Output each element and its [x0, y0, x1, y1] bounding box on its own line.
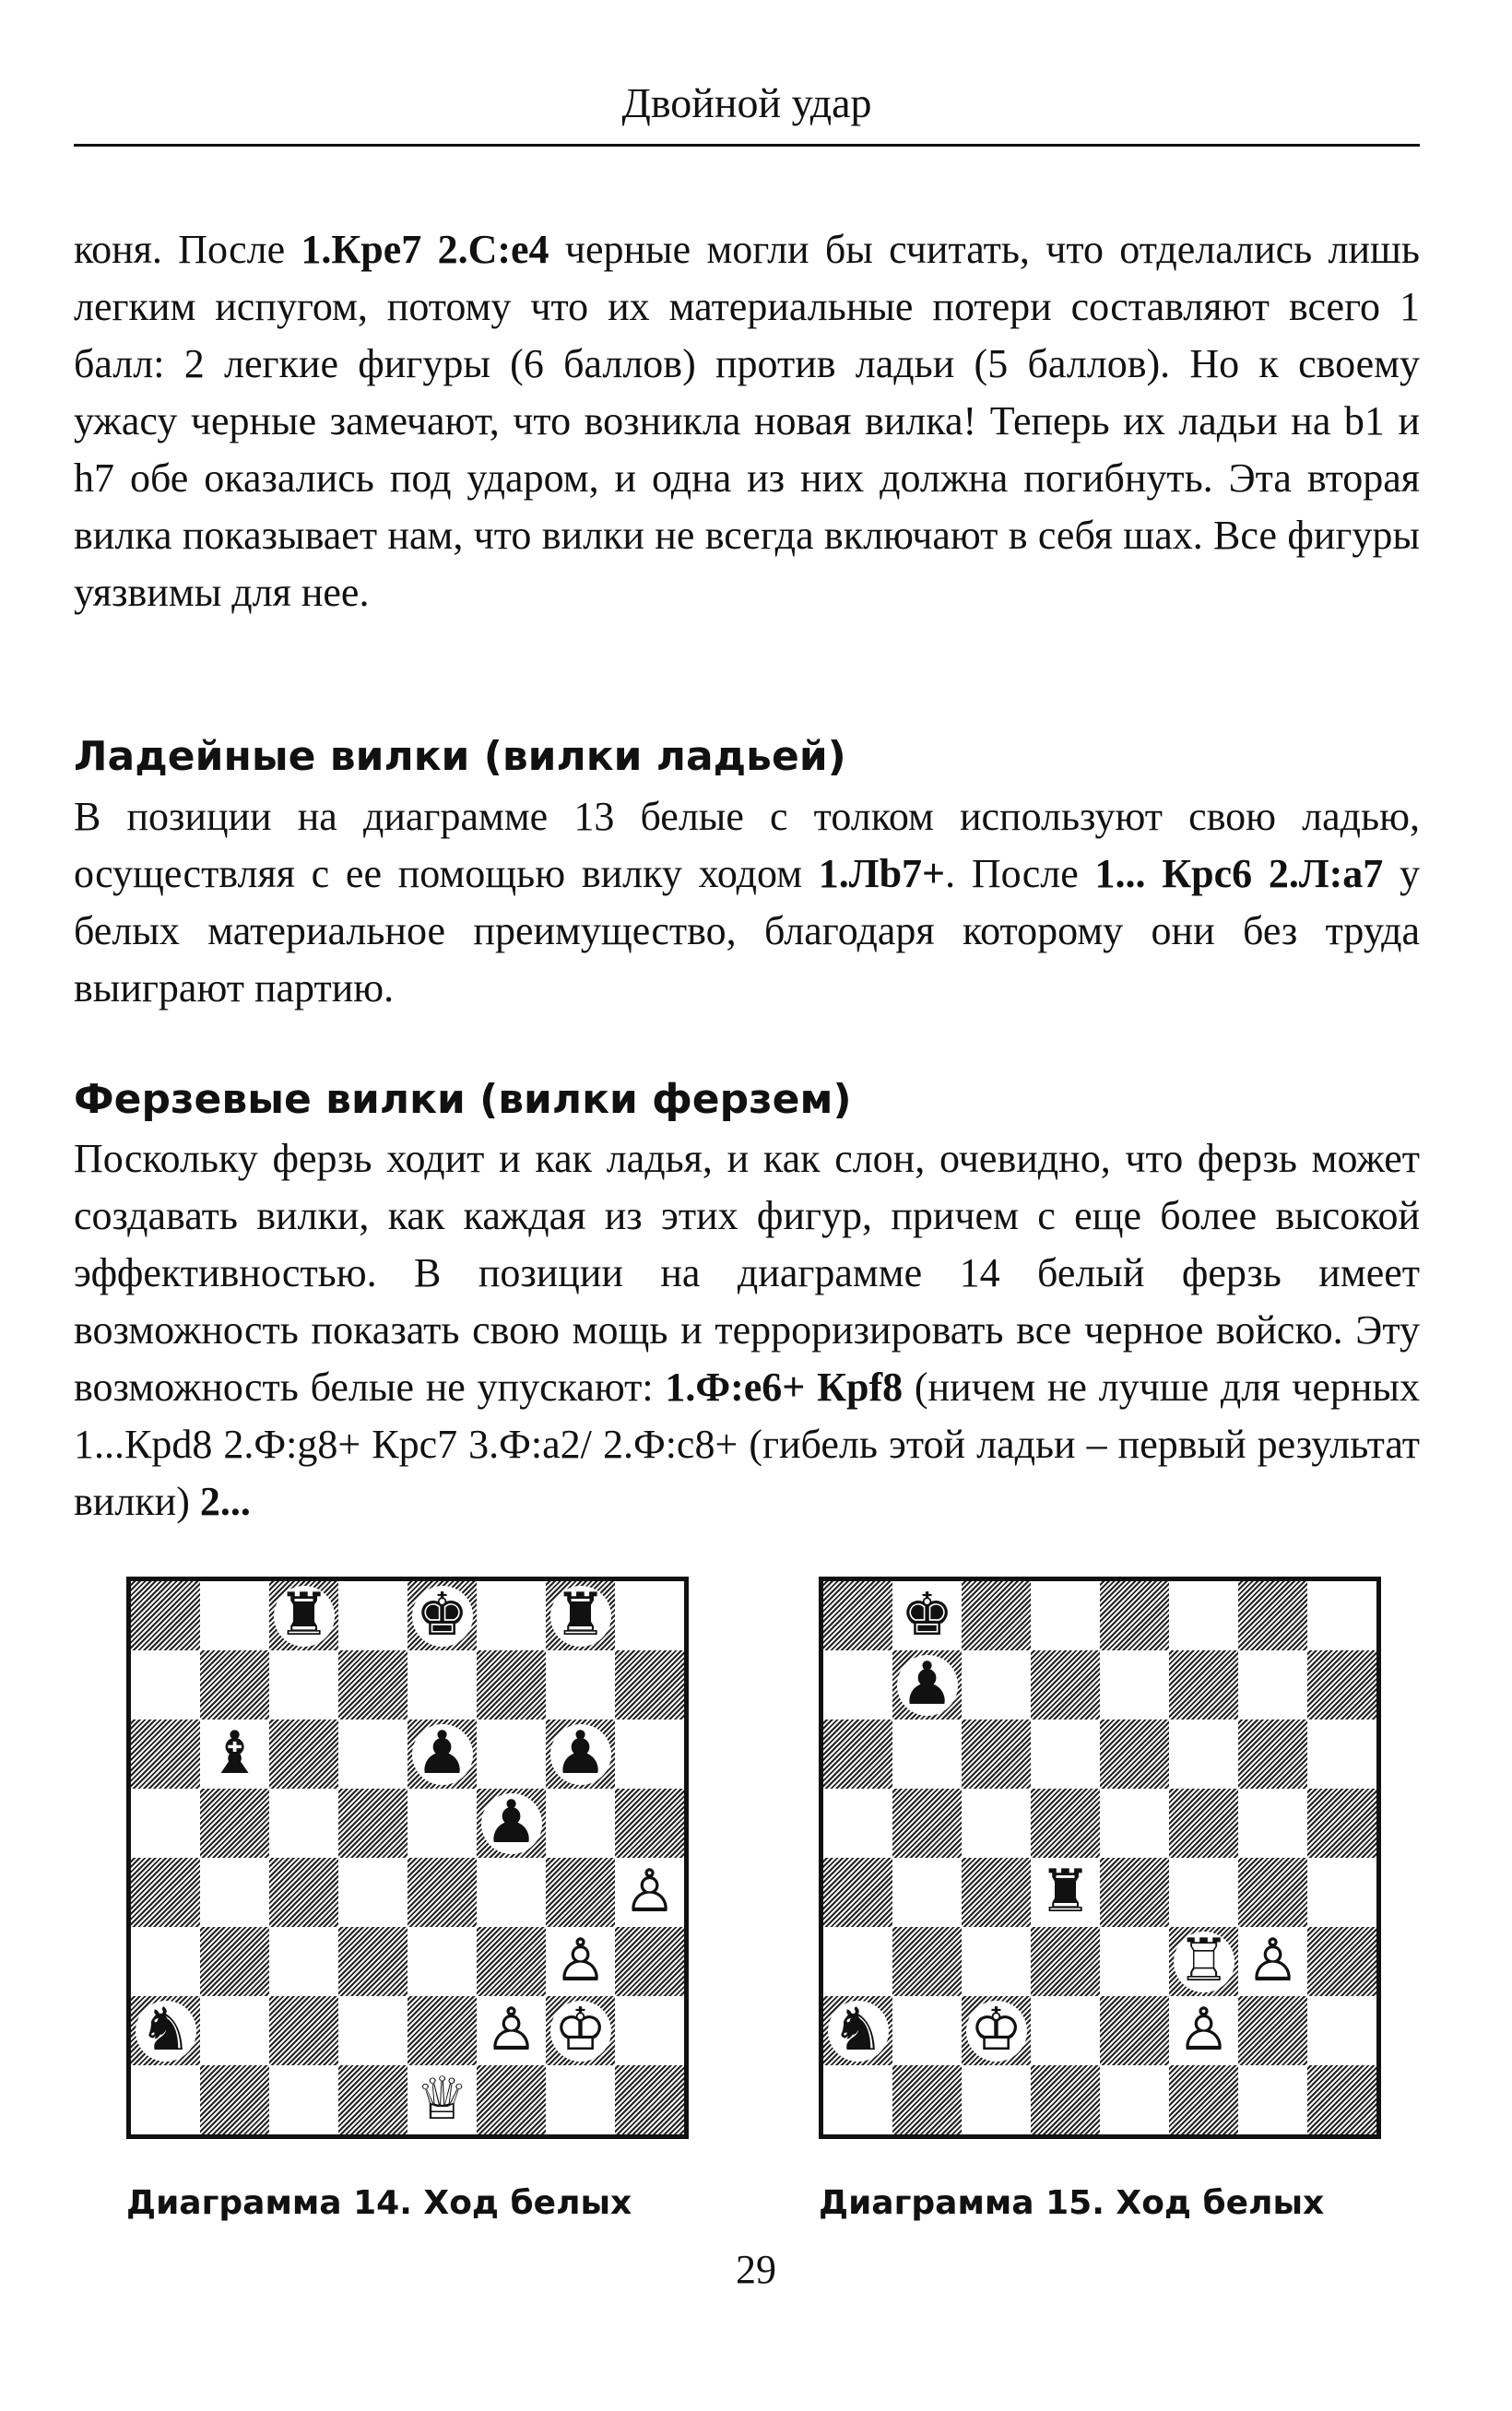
square-e8: [1100, 1581, 1169, 1650]
piece-glyph: ♙: [481, 2001, 542, 2062]
square-b2: [200, 1996, 269, 2065]
black-pawn-icon: [546, 1720, 615, 1789]
square-a7: [131, 1650, 200, 1720]
black-knight-icon: [131, 1996, 200, 2065]
piece-glyph: ♜: [1035, 1862, 1096, 1923]
square-g5: [1238, 1789, 1307, 1858]
piece-glyph: ♝: [205, 1724, 266, 1785]
chess-notation: 1.Кре7 2.С:е4: [301, 227, 549, 272]
square-c6: [962, 1720, 1031, 1789]
square-h4: [615, 1858, 684, 1927]
square-f1: [1169, 2065, 1238, 2134]
piece-glyph: ♞: [828, 2001, 889, 2062]
square-f2: [477, 1996, 546, 2065]
white-pawn-icon: [615, 1858, 684, 1927]
square-b2: [892, 1996, 962, 2065]
piece-glyph: ♕: [412, 2070, 473, 2131]
piece-glyph: ♟: [481, 1793, 542, 1854]
square-f1: [477, 2065, 546, 2134]
square-e1: [408, 2065, 477, 2134]
piece-glyph: ♞: [136, 2001, 196, 2062]
square-h3: [615, 1927, 684, 1996]
square-d6: [338, 1720, 408, 1789]
piece-glyph: ♟: [897, 1655, 958, 1716]
square-e2: [408, 1996, 477, 2065]
square-h5: [1307, 1789, 1376, 1858]
chess-notation: 1.Лb7+: [818, 851, 946, 896]
square-c4: [962, 1858, 1031, 1927]
piece-glyph: ♙: [1174, 2001, 1234, 2062]
square-h2: [615, 1996, 684, 2065]
square-b3: [892, 1927, 962, 1996]
square-g1: [1238, 2065, 1307, 2134]
square-g2: [546, 1996, 615, 2065]
text-run: (ничем не лучше для черных 1...Крd8 2.Ф:g8+ Крс7 3.Ф:а2/ 2.Ф:с8+ (гибель этой ладьи – первый результат вилки): [74, 1365, 1420, 1524]
header-rule: [74, 144, 1420, 147]
square-c2: [269, 1996, 338, 2065]
square-a5: [131, 1789, 200, 1858]
square-b5: [200, 1789, 269, 1858]
square-h8: [615, 1581, 684, 1650]
square-a1: [823, 2065, 892, 2134]
square-e8: [408, 1581, 477, 1650]
square-h1: [615, 2065, 684, 2134]
square-f4: [477, 1858, 546, 1927]
text-run: коня. После: [74, 227, 301, 272]
square-h2: [1307, 1996, 1376, 2065]
black-pawn-icon: [892, 1650, 962, 1720]
square-c1: [269, 2065, 338, 2134]
black-knight-icon: [823, 1996, 892, 2065]
square-f3: [477, 1927, 546, 1996]
square-b8: [892, 1581, 962, 1650]
text-run: черные могли бы считать, что отделались лишь легким испугом, потому что их материальные потери составляют всего 1 балл: 2 легкие фигуры (6 баллов) против ладьи (5 баллов). Но к своему ужасу черные замечают, что возникла новая вилка! Теперь их ладьи на b1 и h7 обе оказались под ударом, и одна из них должна погибнуть. Эта вторая вилка показывает нам, что вилки не всегда включают в себя шах. Все фигуры уязвимы для нее.: [74, 227, 1420, 615]
square-d3: [1031, 1927, 1100, 1996]
square-b6: [892, 1720, 962, 1789]
white-pawn-icon: [546, 1927, 615, 1996]
black-rook-icon: [269, 1581, 338, 1650]
piece-glyph: ♚: [412, 1586, 473, 1647]
text-run: Поскольку ферзь ходит и как ладья, и как слон, очевидно, что ферзь может создавать вилки, как каждая из этих фигур, причем с еще более высокой эффективностью. В позиции на диаграмме 14 белый ферзь имеет возможность показать свою мощь и терроризировать все черное войско. Эту возможность белые не упускают:: [74, 1136, 1420, 1410]
square-g7: [1238, 1650, 1307, 1720]
square-f3: [1169, 1927, 1238, 1996]
square-h3: [1307, 1927, 1376, 1996]
square-b3: [200, 1927, 269, 1996]
square-h5: [615, 1789, 684, 1858]
square-c8: [269, 1581, 338, 1650]
square-c5: [962, 1789, 1031, 1858]
square-g1: [546, 2065, 615, 2134]
piece-glyph: ♚: [897, 1586, 958, 1647]
square-g3: [546, 1927, 615, 1996]
square-h4: [1307, 1858, 1376, 1927]
square-e3: [1100, 1927, 1169, 1996]
piece-glyph: ♙: [1243, 1932, 1304, 1992]
square-h8: [1307, 1581, 1376, 1650]
square-e4: [1100, 1858, 1169, 1927]
white-queen-icon: [408, 2065, 477, 2134]
white-pawn-icon: [1169, 1996, 1238, 2065]
square-g8: [1238, 1581, 1307, 1650]
piece-glyph: ♙: [620, 1862, 680, 1923]
square-g4: [546, 1858, 615, 1927]
square-g5: [546, 1789, 615, 1858]
square-a6: [823, 1720, 892, 1789]
section-heading-queen-forks: Ферзевые вилки (вилки ферзем): [74, 1076, 852, 1123]
square-a2: [823, 1996, 892, 2065]
square-h6: [1307, 1720, 1376, 1789]
black-king-icon: [408, 1581, 477, 1650]
square-a7: [823, 1650, 892, 1720]
square-f5: [1169, 1789, 1238, 1858]
square-c3: [269, 1927, 338, 1996]
black-rook-icon: [1031, 1858, 1100, 1927]
white-king-icon: [962, 1996, 1031, 2065]
square-a8: [823, 1581, 892, 1650]
chess-notation: 2...: [199, 1479, 251, 1524]
square-g6: [1238, 1720, 1307, 1789]
square-a8: [131, 1581, 200, 1650]
section-heading-rook-forks: Ладейные вилки (вилки ладьей): [74, 733, 846, 780]
square-c5: [269, 1789, 338, 1858]
square-e4: [408, 1858, 477, 1927]
square-a5: [823, 1789, 892, 1858]
square-g6: [546, 1720, 615, 1789]
square-b8: [200, 1581, 269, 1650]
square-d1: [1031, 2065, 1100, 2134]
white-rook-icon: [1169, 1927, 1238, 1996]
square-a1: [131, 2065, 200, 2134]
paragraph-knight-fork-continuation: [74, 221, 1420, 621]
square-a4: [131, 1858, 200, 1927]
square-d3: [338, 1927, 408, 1996]
square-g4: [1238, 1858, 1307, 1927]
square-c4: [269, 1858, 338, 1927]
black-bishop-icon: [200, 1720, 269, 1789]
square-e5: [408, 1789, 477, 1858]
text-run: В позиции на диаграмме 13 белые с толком используют свою ладью, осуществляя с ее помощью вилку ходом: [74, 794, 1420, 896]
square-b7: [892, 1650, 962, 1720]
square-h6: [615, 1720, 684, 1789]
square-g8: [546, 1581, 615, 1650]
piece-glyph: ♜: [550, 1586, 611, 1647]
square-g3: [1238, 1927, 1307, 1996]
square-e1: [1100, 2065, 1169, 2134]
text-run: . После: [945, 851, 1095, 896]
square-d2: [338, 1996, 408, 2065]
square-c3: [962, 1927, 1031, 1996]
square-f8: [477, 1581, 546, 1650]
square-a4: [823, 1858, 892, 1927]
square-e7: [408, 1650, 477, 1720]
square-c7: [962, 1650, 1031, 1720]
square-e6: [408, 1720, 477, 1789]
paragraph-rook-forks: [74, 788, 1420, 1017]
square-b4: [892, 1858, 962, 1927]
page-number: 29: [736, 2247, 776, 2292]
black-pawn-icon: [477, 1789, 546, 1858]
square-g7: [546, 1650, 615, 1720]
square-a6: [131, 1720, 200, 1789]
chess-notation: 1... Крс6 2.Л:а7: [1094, 851, 1384, 896]
square-f5: [477, 1789, 546, 1858]
square-d1: [338, 2065, 408, 2134]
square-f7: [477, 1650, 546, 1720]
black-rook-icon: [546, 1581, 615, 1650]
piece-glyph: ♖: [1174, 1932, 1234, 1992]
square-e7: [1100, 1650, 1169, 1720]
square-b1: [200, 2065, 269, 2134]
square-b4: [200, 1858, 269, 1927]
square-f4: [1169, 1858, 1238, 1927]
piece-glyph: ♔: [966, 2001, 1027, 2062]
square-f7: [1169, 1650, 1238, 1720]
square-e3: [408, 1927, 477, 1996]
square-b6: [200, 1720, 269, 1789]
square-c7: [269, 1650, 338, 1720]
piece-glyph: ♟: [412, 1724, 473, 1785]
square-f2: [1169, 1996, 1238, 2065]
square-a3: [131, 1927, 200, 1996]
white-king-icon: [546, 1996, 615, 2065]
square-a3: [823, 1927, 892, 1996]
square-d7: [338, 1650, 408, 1720]
chessboard: [126, 1577, 689, 2139]
square-e5: [1100, 1789, 1169, 1858]
square-d6: [1031, 1720, 1100, 1789]
square-h7: [615, 1650, 684, 1720]
piece-glyph: ♙: [550, 1932, 611, 1992]
square-f6: [477, 1720, 546, 1789]
white-pawn-icon: [1238, 1927, 1307, 1996]
piece-glyph: ♜: [274, 1586, 335, 1647]
chessboard: [819, 1577, 1381, 2139]
square-b7: [200, 1650, 269, 1720]
square-d8: [338, 1581, 408, 1650]
square-d7: [1031, 1650, 1100, 1720]
square-h7: [1307, 1650, 1376, 1720]
white-pawn-icon: [477, 1996, 546, 2065]
square-d5: [338, 1789, 408, 1858]
square-g2: [1238, 1996, 1307, 2065]
square-a2: [131, 1996, 200, 2065]
square-d8: [1031, 1581, 1100, 1650]
black-king-icon: [892, 1581, 962, 1650]
black-pawn-icon: [408, 1720, 477, 1789]
diagram-caption: Диаграмма 14. Ход белых: [126, 2184, 632, 2222]
square-b1: [892, 2065, 962, 2134]
square-c8: [962, 1581, 1031, 1650]
diagram-caption: Диаграмма 15. Ход белых: [819, 2184, 1325, 2222]
square-f6: [1169, 1720, 1238, 1789]
square-d4: [1031, 1858, 1100, 1927]
square-e6: [1100, 1720, 1169, 1789]
square-b5: [892, 1789, 962, 1858]
square-e2: [1100, 1996, 1169, 2065]
square-c2: [962, 1996, 1031, 2065]
running-head: Двойной удар: [621, 79, 872, 126]
piece-glyph: ♟: [550, 1724, 611, 1785]
text-run: у белых материальное преимущество, благодаря которому они без труда выиграют партию.: [74, 851, 1421, 1010]
square-d2: [1031, 1996, 1100, 2065]
square-d5: [1031, 1789, 1100, 1858]
piece-glyph: ♔: [550, 2001, 611, 2062]
square-c1: [962, 2065, 1031, 2134]
square-c6: [269, 1720, 338, 1789]
square-h1: [1307, 2065, 1376, 2134]
square-f8: [1169, 1581, 1238, 1650]
square-d4: [338, 1858, 408, 1927]
chess-notation: 1.Ф:е6+ Крf8: [665, 1365, 904, 1410]
paragraph-queen-forks: [74, 1130, 1420, 1531]
